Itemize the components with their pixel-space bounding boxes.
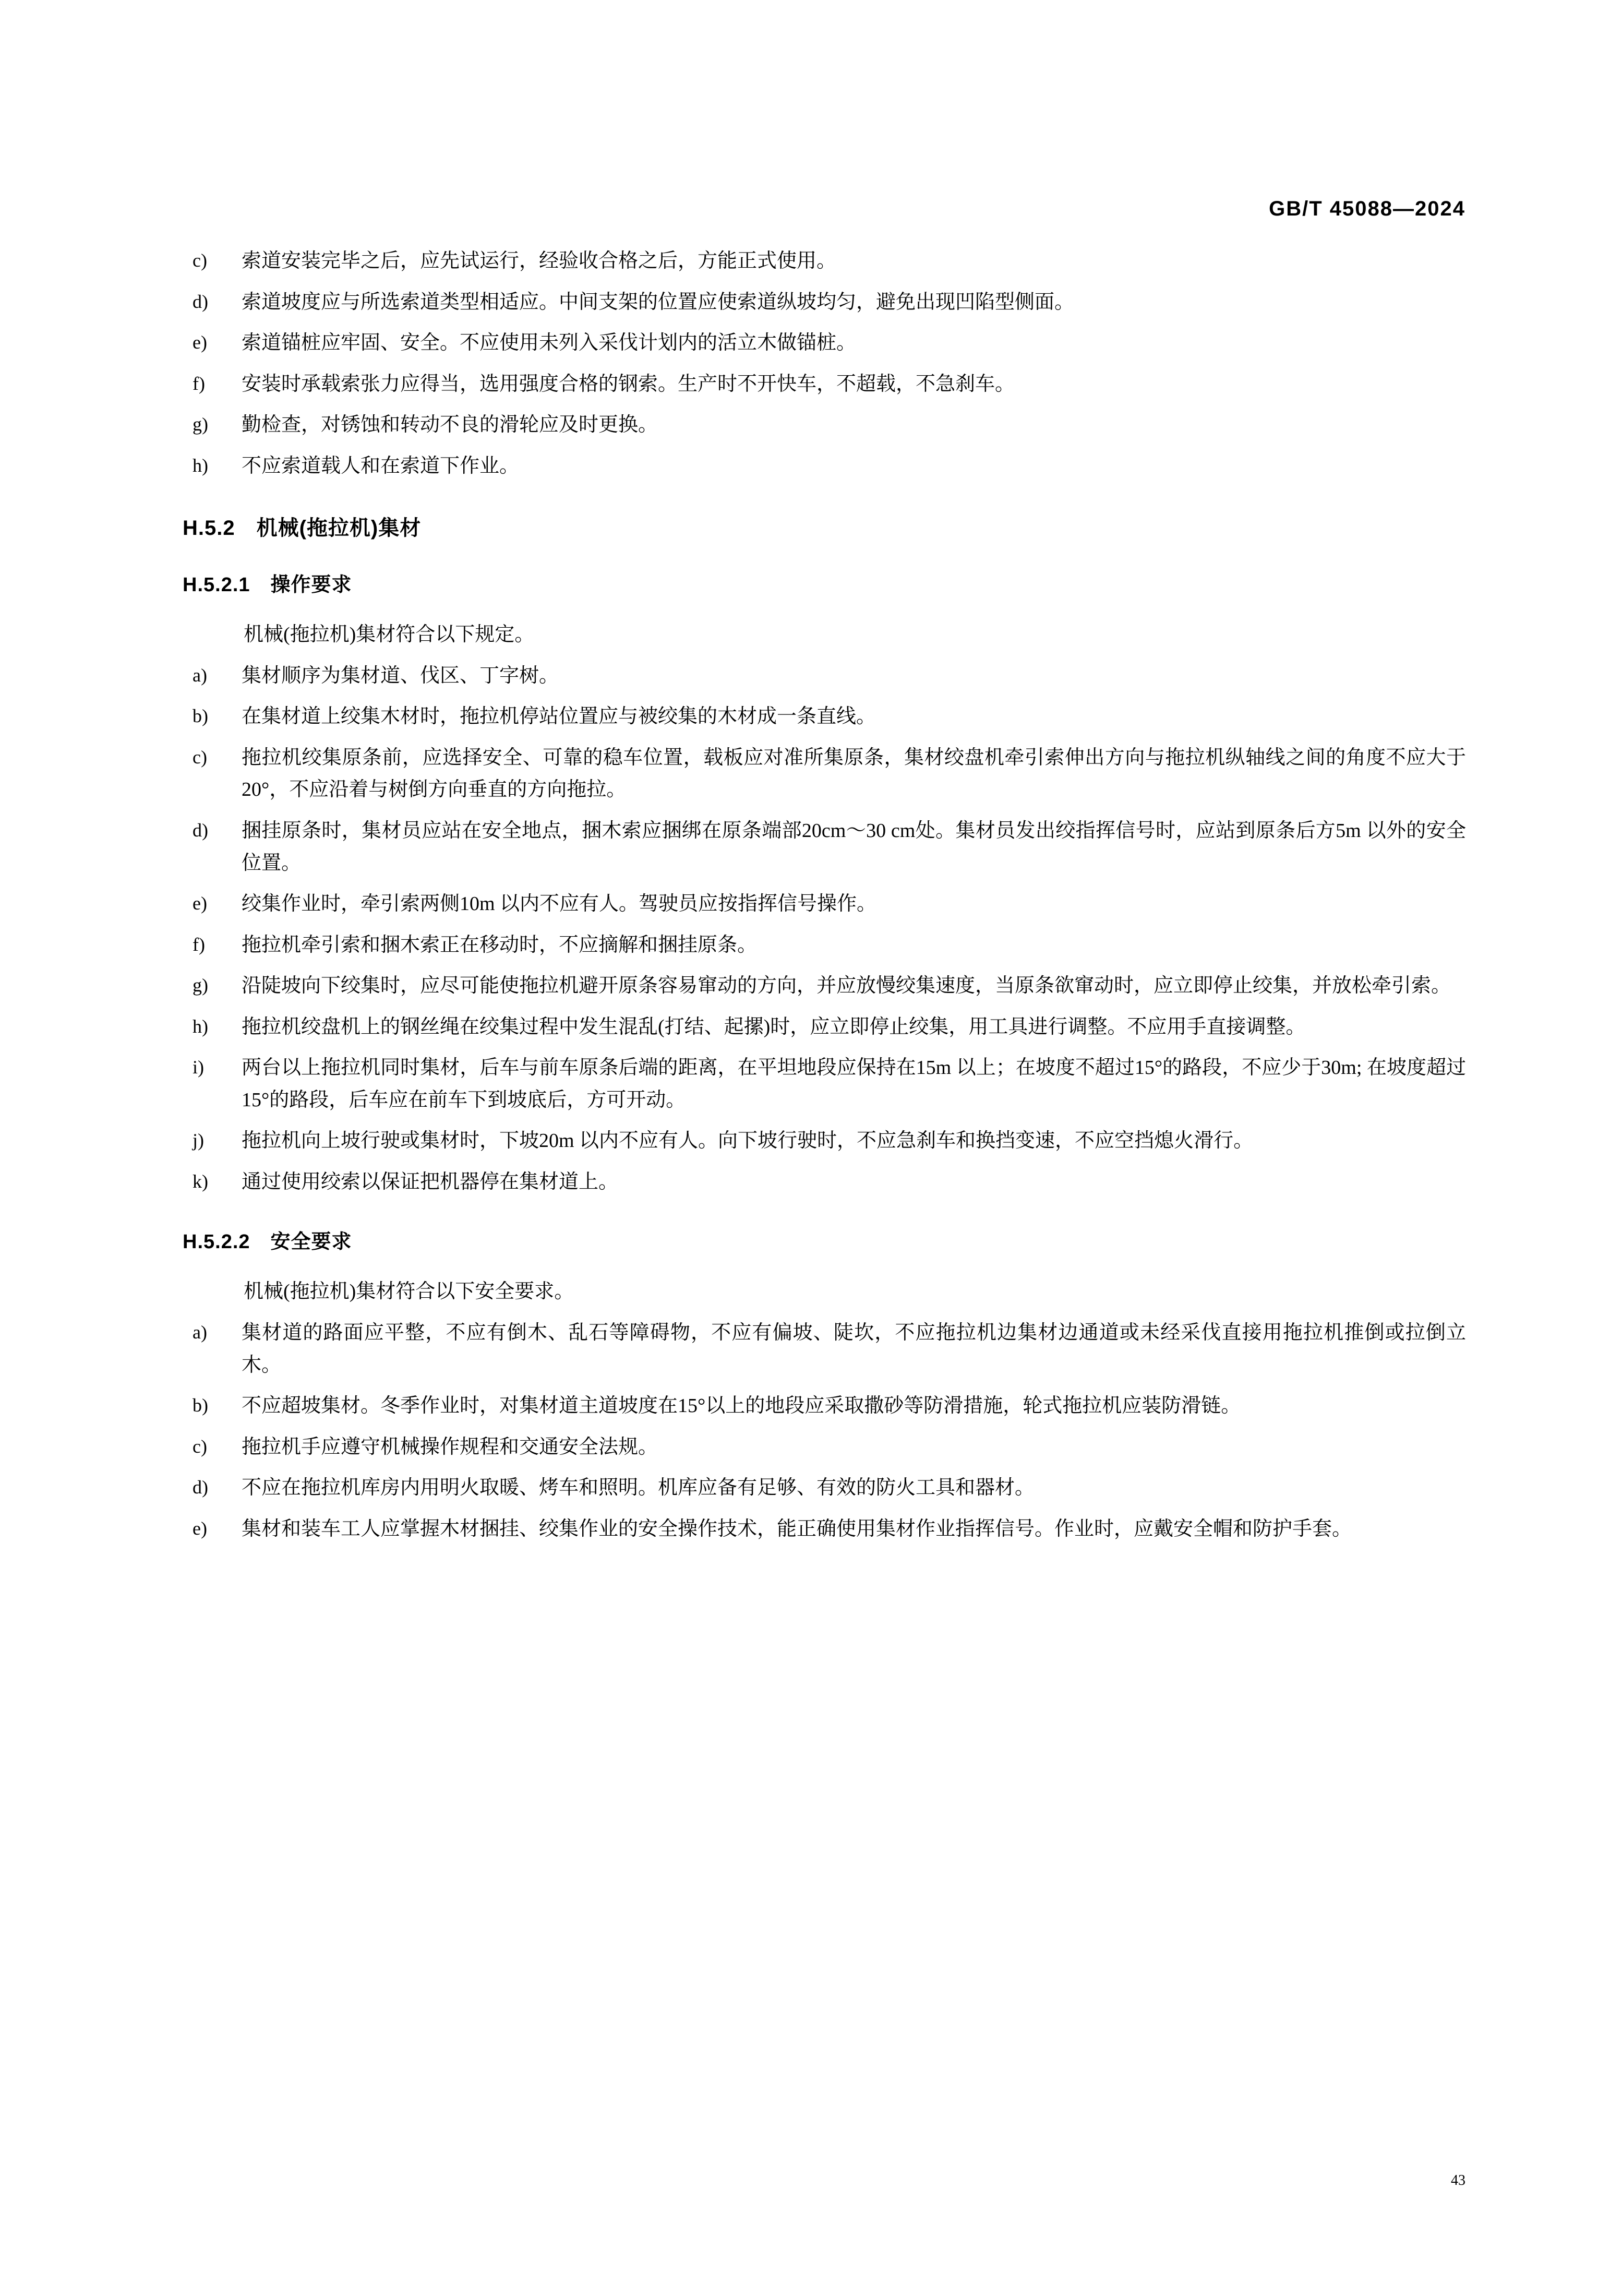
list-marker: c) [193, 1436, 207, 1457]
list-marker: b) [193, 705, 208, 727]
list-item [185, 1052, 1466, 1116]
list-marker: h) [193, 1015, 208, 1037]
list-item-text: 集材顺序为集材道、伐区、丁字树。 [242, 664, 559, 687]
list-marker: j) [193, 1130, 204, 1151]
list-item [185, 327, 1466, 360]
list-marker: e) [193, 332, 207, 353]
list-item-text: 通过使用绞索以保证把机器停在集材道上。 [242, 1170, 619, 1193]
list-item-text: 索道安装完毕之后，应先试运行，经验收合格之后，方能正式使用。 [242, 250, 837, 272]
list-marker: a) [193, 664, 207, 686]
list-item [185, 815, 1466, 879]
list-marker: h) [193, 455, 208, 476]
list-item [185, 888, 1466, 920]
list-item-text: 捆挂原条时，集材员应站在安全地点，捆木索应捆绑在原条端部20cm～30 cm处。集材员发出绞指挥信号时，应站到原条后方5m 以外的安全位置。 [242, 820, 1466, 874]
list-item-text: 勤检查，对锈蚀和转动不良的滑轮应及时更换。 [242, 414, 658, 436]
list-item [185, 970, 1466, 1002]
list-item-text: 拖拉机向上坡行驶或集材时，下坡20m 以内不应有人。向下坡行驶时，不应急刹车和换挡变速，不应空挡熄火滑行。 [242, 1130, 1254, 1152]
list-marker: f) [193, 373, 205, 394]
list-marker: e) [193, 893, 207, 914]
list-marker: d) [193, 291, 208, 312]
list-item [185, 742, 1466, 806]
list-marker: d) [193, 1477, 208, 1498]
list-marker: i) [193, 1057, 204, 1078]
section-heading-h521: H.5.2.1 操作要求 [183, 574, 352, 596]
section-heading-h52: H.5.2 机械(拖拉机)集材 [183, 517, 422, 540]
section-h522-intro: 机械(拖拉机)集材符合以下安全要求。 [244, 1281, 574, 1303]
list-item [185, 409, 1466, 441]
section-h521-list [185, 660, 1466, 1199]
list-item-text: 拖拉机绞集原条前，应选择安全、可靠的稳车位置，载板应对准所集原条，集材绞盘机牵引索伸出方向与拖拉机纵轴线之间的角度不应大于20°，不应沿着与树倒方向垂直的方向拖拉。 [242, 746, 1466, 801]
list-item-text: 不应索道载人和在索道下作业。 [242, 455, 520, 477]
list-marker: c) [193, 250, 207, 271]
section-h522-list [185, 1317, 1466, 1545]
list-item [185, 1390, 1466, 1422]
list-item-text: 不应超坡集材。冬季作业时，对集材道主道坡度在15°以上的地段应采取撒砂等防滑措施，轮式拖拉机应装防滑链。 [242, 1395, 1241, 1417]
list-item-text: 不应在拖拉机库房内用明火取暖、烤车和照明。机库应备有足够、有效的防火工具和器材。 [242, 1477, 1035, 1499]
list-item [185, 245, 1466, 278]
list-marker: g) [193, 414, 208, 435]
list-marker: d) [193, 820, 208, 841]
list-marker: b) [193, 1395, 208, 1416]
list-marker: g) [193, 975, 208, 996]
list-item [185, 1317, 1466, 1381]
list-item-text: 索道锚桩应牢固、安全。不应使用未列入采伐计划内的活立木做锚桩。 [242, 332, 857, 354]
list-item [185, 1472, 1466, 1504]
list-item [185, 1513, 1466, 1546]
list-item-text: 在集材道上绞集木材时，拖拉机停站位置应与被绞集的木材成一条直线。 [242, 705, 876, 728]
list-item [185, 450, 1466, 483]
list-item-text: 绞集作业时，牵引索两侧10m 以内不应有人。驾驶员应按指挥信号操作。 [242, 893, 877, 915]
list-item-text: 拖拉机手应遵守机械操作规程和交通安全法规。 [242, 1436, 658, 1458]
list-item-text: 索道坡度应与所选索道类型相适应。中间支架的位置应使索道纵坡均匀，避免出现凹陷型侧面。 [242, 291, 1075, 313]
list-item [185, 1431, 1466, 1464]
list-item [185, 1011, 1466, 1044]
section-heading-h522: H.5.2.2 安全要求 [183, 1231, 352, 1253]
list-item [185, 1125, 1466, 1157]
list-item-text: 两台以上拖拉机同时集材，后车与前车原条后端的距离，在平坦地段应保持在15m 以上；在坡度不超过15°的路段，不应少于30m; 在坡度超过15°的路段，后车应在前车下到坡底后，方可开动。 [242, 1057, 1467, 1111]
list-item-text: 安装时承载索张力应得当，选用强度合格的钢索。生产时不开快车，不超载，不急刹车。 [242, 373, 1015, 395]
list-item [185, 1166, 1466, 1199]
list-marker: a) [193, 1322, 207, 1343]
list-marker: k) [193, 1170, 208, 1192]
list-item [185, 368, 1466, 401]
top-list [185, 245, 1466, 482]
list-item [185, 660, 1466, 692]
page-content [185, 245, 1466, 1554]
list-item [185, 701, 1466, 733]
list-item-text: 拖拉机绞盘机上的钢丝绳在绞集过程中发生混乱(打结、起摞)时，应立即停止绞集，用工具进行调整。不应用手直接调整。 [242, 1015, 1306, 1038]
page-header-standard-number: GB/T 45088—2024 [1269, 197, 1465, 220]
list-item [185, 286, 1466, 319]
list-marker: e) [193, 1517, 207, 1539]
section-h521-intro: 机械(拖拉机)集材符合以下规定。 [244, 624, 535, 646]
list-item-text: 拖拉机牵引索和捆木索正在移动时，不应摘解和捆挂原条。 [242, 934, 758, 956]
list-item-text: 沿陡坡向下绞集时，应尽可能使拖拉机避开原条容易窜动的方向，并应放慢绞集速度，当原条欲窜动时，应立即停止绞集，并放松牵引索。 [242, 975, 1451, 997]
list-item-text: 集材道的路面应平整，不应有倒木、乱石等障碍物，不应有偏坡、陡坎，不应拖拉机边集材边通道或未经采伐直接用拖拉机推倒或拉倒立木。 [242, 1322, 1466, 1376]
list-marker: c) [193, 746, 207, 768]
list-item [185, 929, 1466, 962]
list-marker: f) [193, 934, 205, 955]
list-item-text: 集材和装车工人应掌握木材捆挂、绞集作业的安全操作技术，能正确使用集材作业指挥信号。作业时，应戴安全帽和防护手套。 [242, 1517, 1352, 1540]
page-number: 43 [1451, 2172, 1465, 2189]
